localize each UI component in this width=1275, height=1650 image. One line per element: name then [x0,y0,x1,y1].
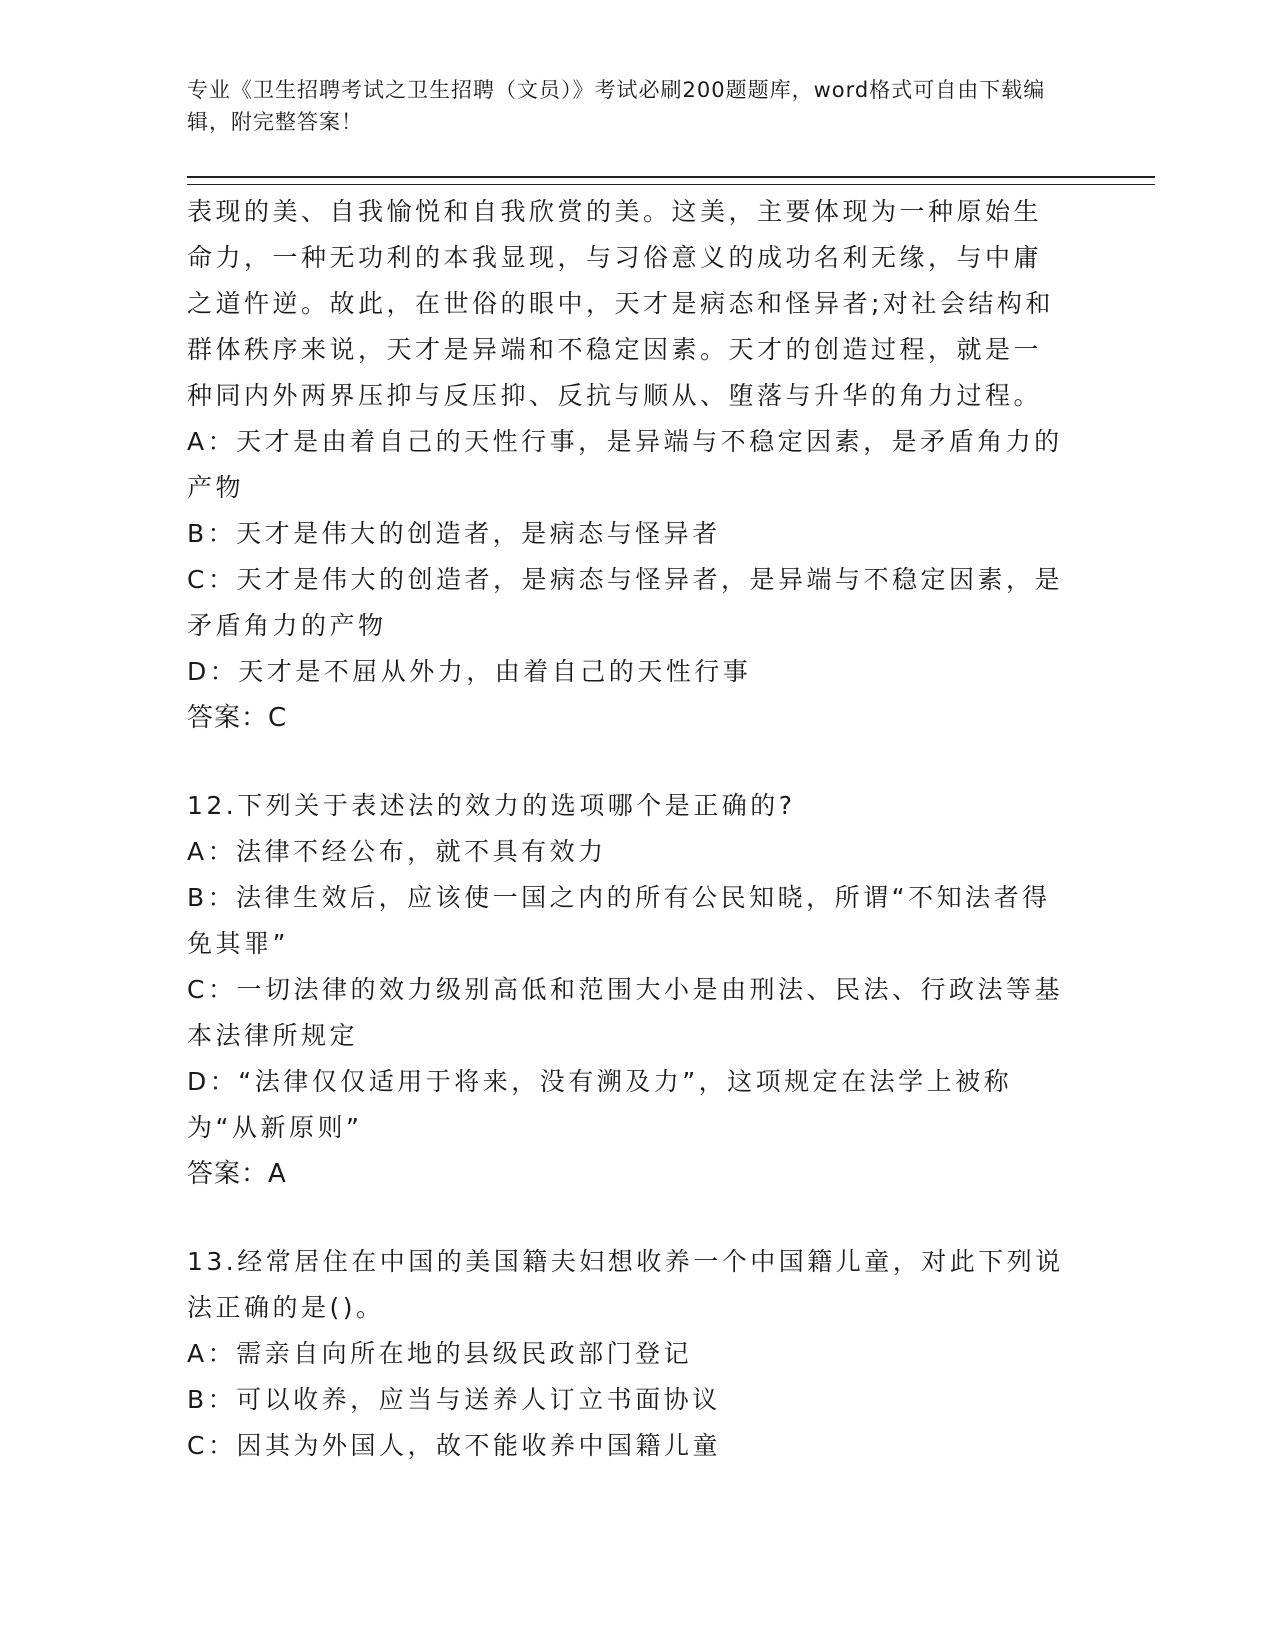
question-text: 12.下列关于表述法的效力的选项哪个是正确的? [187,791,796,820]
answer-line: 答案：C [187,703,288,733]
answer-line: 答案：A [187,1159,287,1189]
option-c: C：因其为外国人，故不能收养中国籍儿童 [187,1431,721,1460]
question-passage: 表现的美、自我愉悦和自我欣赏的美。这美，主要体现为一种原始生命力，一种无功利的本我显现，与习俗意义的成功名利无缘，与中庸之道忤逆。故此，在世俗的眼中，天才是病态和怪异者;对社会结构和群体秩序来说，天才是异端和不稳定因素。天才的创造过程，就是一种同内外两界压抑与反压抑、反抗与顺从、堕落与升华的角力过程。 [187,197,1054,410]
option-a: A：法律不经公布，就不具有效力 [187,837,607,866]
option-d: D：“法律仅仅适用于将来，没有溯及力”，这项规定在法学上被称为“从新原则” [187,1067,1013,1142]
option-d: D：天才是不屈从外力，由着自己的天性行事 [187,657,752,686]
spacer [187,741,1067,783]
option-b: B：天才是伟大的创造者，是病态与怪异者 [187,519,721,548]
option-b: B：法律生效后，应该使一国之内的所有公民知晓，所谓“不知法者得免其罪” [187,883,1051,958]
question-13 [187,1239,1067,1469]
option-c: C：天才是伟大的创造者，是病态与怪异者，是异端与不稳定因素，是矛盾角力的产物 [187,565,1063,640]
question-11 [187,189,1067,741]
document-header [187,74,1067,138]
header-divider [187,176,1155,185]
question-text: 13.经常居住在中国的美国籍夫妇想收养一个中国籍儿童，对此下列说法正确的是()。 [187,1247,1064,1322]
header-title: 专业《卫生招聘考试之卫生招聘（文员）》考试必刷200题题库，word格式可自由下载编辑，附完整答案！ [187,78,1046,134]
spacer [187,1197,1067,1239]
option-a: A：天才是由着自己的天性行事，是异端与不稳定因素，是矛盾角力的产物 [187,427,1063,502]
option-b: B：可以收养，应当与送养人订立书面协议 [187,1385,721,1414]
option-c: C：一切法律的效力级别高低和范围大小是由刑法、民法、行政法等基本法律所规定 [187,975,1063,1050]
option-a: A：需亲自向所在地的县级民政部门登记 [187,1339,693,1368]
question-12 [187,783,1067,1197]
document-body [187,189,1067,1469]
